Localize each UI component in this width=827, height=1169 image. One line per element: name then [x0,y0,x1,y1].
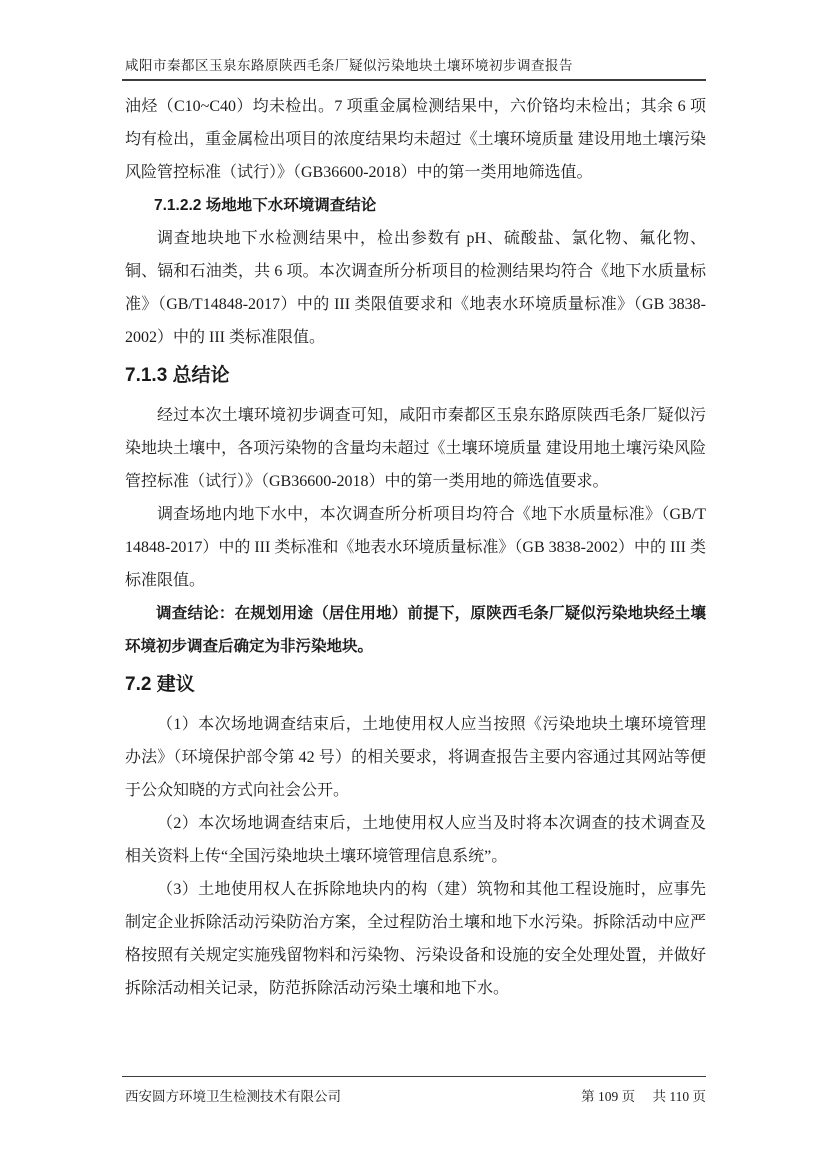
footer-page-number [581,1085,706,1105]
paragraph-groundwater-overall-conclusion: 调查场地内地下水中，本次调查所分析项目均符合《地下水质量标准》（GB/T 14848-2017）中的 III 类标准和《地表水环境质量标准》（GB 3838-2002）中的 III 类标准限值。 [125,506,706,589]
heading-7-2-suggestions: 7.2 建议 [125,674,195,695]
paragraph-soil-overall-conclusion: 经过本次土壤环境初步调查可知，咸阳市秦都区玉泉东路原陕西毛条厂疑似污染地块土壤中，各项污染物的含量均未超过《土壤环境质量 建设用地土壤污染风险管控标准（试行）》（GB36600-2018）中的第一类用地的筛选值要求。 [125,407,706,490]
footer-page-current: 第 109 页 [581,1089,636,1104]
paragraph-soil-heavy-metal-result: 油烃（C10~C40）均未检出。7 项重金属检测结果中，六价铬均未检出；其余 6 项均有检出，重金属检出项目的浓度结果均未超过《土壤环境质量 建设用地土壤污染风险管控标准（试行）》（GB36600-2018）中的第一类用地筛选值。 [125,98,706,181]
heading-7-1-3-overall-conclusion: 7.1.3 总结论 [125,365,230,386]
page-content [125,90,706,1005]
paragraph-suggestion-2: （2）本次场地调查结束后，土地使用权人应当及时将本次调查的技术调查及相关资料上传“全国污染地块土壤环境管理信息系统”。 [125,815,706,865]
paragraph-groundwater-detection-result: 调查地块地下水检测结果中，检出参数有 pH、硫酸盐、氯化物、氟化物、铜、镉和石油类，共 6 项。本次调查所分析项目的检测结果均符合《地下水质量标准》（GB/T14848-2017）中的 III 类限值要求和《地表水环境质量标准》（GB 3838-2002）中的 III 类标准限值。 [125,230,706,346]
footer-company-name: 西安圆方环境卫生检测技术有限公司 [125,1089,341,1104]
page-header [122,54,706,81]
paragraph-suggestion-3: （3）土地使用权人在拆除地块内的构（建）筑物和其他工程设施时，应事先制定企业拆除活动污染防治方案，全过程防治土壤和地下水污染。拆除活动中应严格按照有关规定实施残留物料和污染物、污染设备和设施的安全处理处置，并做好拆除活动相关记录，防范拆除活动污染土壤和地下水。 [125,881,706,997]
running-header-title: 咸阳市秦都区玉泉东路原陕西毛条厂疑似污染地块土壤环境初步调查报告 [125,58,573,73]
paragraph-suggestion-1: （1）本次场地调查结束后，土地使用权人应当按照《污染地块土壤环境管理办法》（环境保护部令第 42 号）的相关要求，将调查报告主要内容通过其网站等便于公众知晓的方式向社会公开。 [125,716,706,799]
paragraph-survey-final-conclusion: 调查结论：在规划用途（居住用地）前提下，原陕西毛条厂疑似污染地块经土壤环境初步调查后确定为非污染地块。 [125,605,706,655]
heading-7-1-2-2-groundwater-conclusion: 7.1.2.2 场地地下水环境调查结论 [154,197,377,214]
page-footer [122,1076,706,1105]
footer-page-total: 共 110 页 [652,1089,706,1104]
